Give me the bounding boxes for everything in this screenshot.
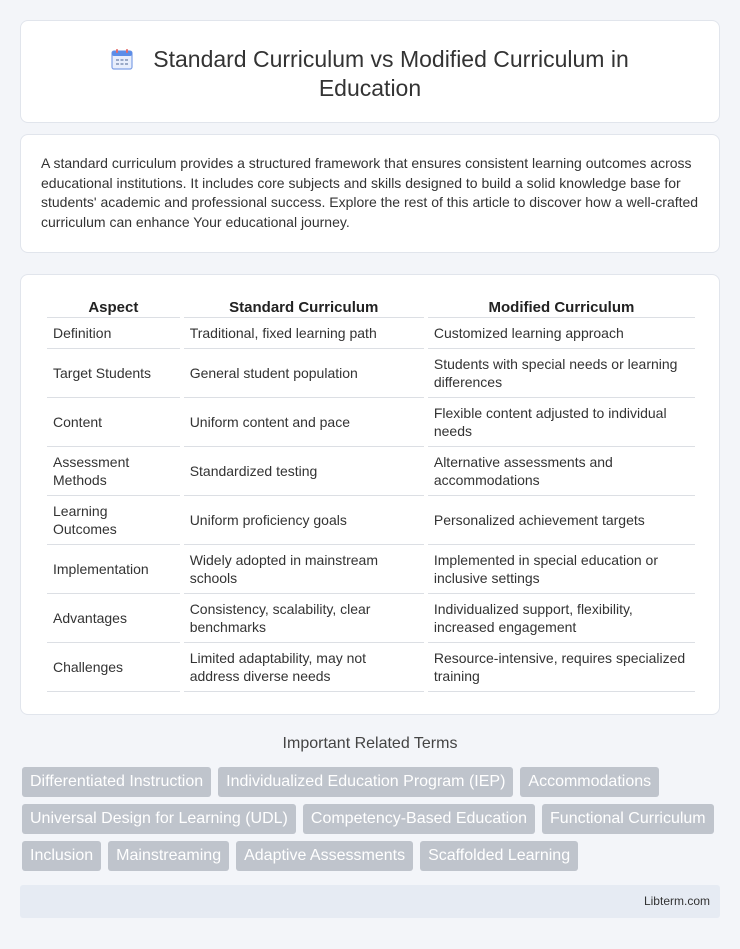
intro-text: A standard curriculum provides a structured framework that ensures consistent learning outcomes across educational institutions. It includes core subjects and skills designed to build a solid knowledge base for students' academic and professional success. Explore the rest of this article to discover how a well-crafted curriculum can enhance Your educational journey. <box>41 155 699 230</box>
title-line-1: Standard Curriculum vs Modified Curriculum in <box>153 46 629 72</box>
related-terms-list <box>22 767 722 878</box>
tag-competency-based-education[interactable]: Competency-Based Education <box>303 804 535 834</box>
tag-functional-curriculum[interactable]: Functional Curriculum <box>542 804 714 834</box>
cell-standard: General student population <box>184 349 424 398</box>
cell-standard: Standardized testing <box>184 447 424 496</box>
cell-standard: Widely adopted in mainstream schools <box>184 545 424 594</box>
title-card <box>20 20 720 123</box>
comparison-card <box>20 274 720 715</box>
table-row <box>47 545 695 594</box>
comparison-table <box>43 297 699 692</box>
cell-modified: Individualized support, flexibility, increased engagement <box>428 594 695 643</box>
cell-aspect: Implementation <box>47 545 180 594</box>
cell-modified: Students with special needs or learning differences <box>428 349 695 398</box>
cell-aspect: Assessment Methods <box>47 447 180 496</box>
cell-standard: Uniform content and pace <box>184 398 424 447</box>
tag-differentiated-instruction[interactable]: Differentiated Instruction <box>22 767 211 797</box>
tag-row <box>22 767 722 797</box>
cell-standard: Limited adaptability, may not address diverse needs <box>184 643 424 692</box>
table-row <box>47 594 695 643</box>
header-modified: Modified Curriculum <box>428 297 695 318</box>
cell-aspect: Learning Outcomes <box>47 496 180 545</box>
footer-brand[interactable]: Libterm.com <box>643 894 710 908</box>
cell-aspect: Definition <box>47 318 180 349</box>
cell-modified: Implemented in special education or inclusive settings <box>428 545 695 594</box>
cell-aspect: Advantages <box>47 594 180 643</box>
cell-aspect: Content <box>47 398 180 447</box>
page-title <box>21 45 719 103</box>
header-standard: Standard Curriculum <box>184 297 424 318</box>
related-terms-heading: Important Related Terms <box>282 735 458 752</box>
table-row <box>47 318 695 349</box>
table-row <box>47 349 695 398</box>
cell-aspect: Target Students <box>47 349 180 398</box>
tag-adaptive-assessments[interactable]: Adaptive Assessments <box>236 841 413 871</box>
cell-standard: Traditional, fixed learning path <box>184 318 424 349</box>
table-row <box>47 447 695 496</box>
cell-standard: Uniform proficiency goals <box>184 496 424 545</box>
table-row <box>47 398 695 447</box>
tag-inclusion[interactable]: Inclusion <box>22 841 101 871</box>
tag-row <box>22 841 722 871</box>
cell-modified: Flexible content adjusted to individual needs <box>428 398 695 447</box>
cell-modified: Customized learning approach <box>428 318 695 349</box>
cell-modified: Resource-intensive, requires specialized training <box>428 643 695 692</box>
header-aspect: Aspect <box>47 297 180 318</box>
tag-iep[interactable]: Individualized Education Program (IEP) <box>218 767 513 797</box>
table-row <box>47 496 695 545</box>
calendar-icon <box>111 48 133 70</box>
footer <box>20 885 720 918</box>
tag-row <box>22 804 722 834</box>
cell-aspect: Challenges <box>47 643 180 692</box>
title-line-2: Education <box>318 75 422 101</box>
cell-modified: Alternative assessments and accommodations <box>428 447 695 496</box>
cell-modified: Personalized achievement targets <box>428 496 695 545</box>
tag-mainstreaming[interactable]: Mainstreaming <box>108 841 229 871</box>
tag-udl[interactable]: Universal Design for Learning (UDL) <box>22 804 296 834</box>
tag-accommodations[interactable]: Accommodations <box>520 767 659 797</box>
table-row <box>47 643 695 692</box>
intro-card <box>20 134 720 253</box>
cell-standard: Consistency, scalability, clear benchmarks <box>184 594 424 643</box>
tag-scaffolded-learning[interactable]: Scaffolded Learning <box>420 841 578 871</box>
table-header-row <box>47 297 695 318</box>
